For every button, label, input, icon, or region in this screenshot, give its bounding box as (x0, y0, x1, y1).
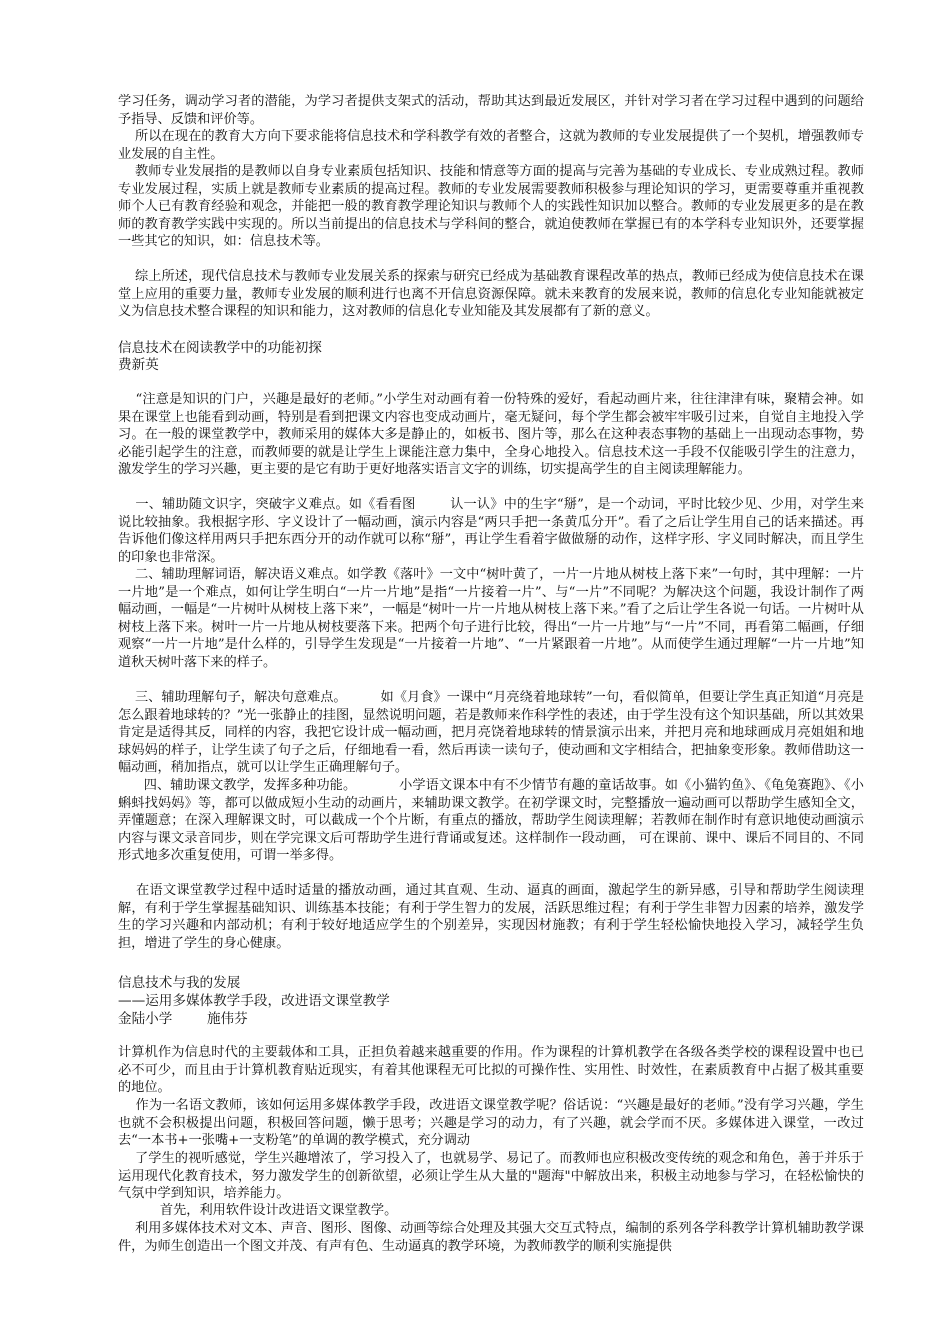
paragraph: 二、辅助理解词语，解决语义难点。如学教《落叶》一文中“树叶黄了，一片一片地从树枝上落下来”一句时，其中理解：一片一片地”是一个难点，如何让学生明白“一片一片地”是指“一片接着一片”、与“一片”不同呢？为解决这个问题，我设计制作了两幅动画，一幅是“一片树叶从树枝上落下来”，一幅是“树叶一片一片地从树枝上落下来。”看了之后让学生各说一句话。一片树叶从树枝上落下来。树叶一片一片地从树枝要落下来。把两个句子进行比较，得出“一片一片地”与“一片”不同，再看第二幅画，仔细观察“一片一片地”是什么样的，引导学生发现是“一片接着一片地”、“一片紧跟着一片地”。从而使学生通过理解“一片一片地”知道秋天树叶落下来的样子。 (118, 567, 864, 670)
article-author: 费新英 (118, 357, 159, 373)
paragraph: 首先，利用软件设计改进语文课堂教学。 (118, 1203, 398, 1218)
paragraph: 综上所述，现代信息技术与教师专业发展关系的探索与研究已经成为基础教育课程改革的热点，教师已经成为使信息技术在课堂上应用的重要力量，教师专业发展的顺利进行也离不开信息资源保障。就未来教育的发展来说，教师的信息化专业知能就被定义为信息技术整合课程的知识和能力，这对教师的信息化专业知能及其发展都有了新的意义。 (118, 269, 864, 319)
paragraph: 在语文课堂教学过程中适时适量的播放动画，通过其直观、生动、逼真的画面，激起学生的新异感，引导和帮助学生阅读理解，有利于学生掌握基础知识、训练基本技能；有利于学生智力的发展，活跃思维过程；有利于学生非智力因素的培养，激发学生的学习兴趣和内部动机；有利于较好地适应学生的个别差异，实现因材施教；有利于学生轻松愉快地投入学习，减轻学生负担，增进了学生的身心健康。 (118, 883, 864, 951)
paragraph: “注意是知识的门户，兴趣是最好的老师。”小学生对动画有着一份特殊的爱好，看起动画片来，往往津津有味，聚精会神。如果在课堂上也能看到动画，特别是看到把课文内容也变成动画片，毫无疑问，每个学生都会被牢牢吸引过来，自觉自主地投入学习。在一般的课堂教学中，教师采用的媒体大多是静止的，如板书、图片等，那么在这种表态事物的基础上一出现动态事物，势必能引起学生的注意，而教师要的就是让学生上课能注意力集中，全身心地投入。信息技术这一手段不仅能吸引学生的注意力，激发学生的学习兴趣，更主要的是它有助于更好地落实语言文字的训练，切实提高学生的自主阅读理解能力。 (118, 392, 864, 477)
article-subtitle: ——运用多媒体教学手段，改进语文课堂教学 (118, 993, 390, 1009)
paragraph: 作为一名语文教师，该如何运用多媒体教学手段，改进语文课堂教学呢？俗话说：“兴趣是最好的老师。”没有学习兴趣，学生也就不会积极提出问题，积极回答问题，懒于思考；兴趣是学习的动力，有了兴趣，就会学而不厌。多媒体进入课堂，一改过去“一本书+一张嘴+一支粉笔”的单调的教学模式，充分调动 (118, 1098, 864, 1148)
paragraph: 计算机作为信息时代的主要载体和工具，正担负着越来越重要的作用。作为课程的计算机教学在各级各类学校的课程设置中也已必不可少，而且由于计算机教育贴近现实，有着其他课程无可比拟的可操作性、实用性、时效性，在素质教育中占据了极其重要的地位。 (118, 1045, 864, 1095)
article-title: 信息技术与我的发展 (118, 975, 241, 991)
paragraph: 三、辅助理解句子，解决句意难点。 如《月食》一课中“月亮绕着地球转”一句，看似简单，但要让学生真正知道“月亮是怎么跟着地球转的？”光一张静止的挂图，显然说明问题，若是教师来作科学性的表述，由于学生没有这个知识基础，所以其效果肯定是适得其反，同样的内容，我把它设计成一幅动画，把月亮饶着地球转的情景演示出来，并把月亮和地球画成月亮姐姐和地球妈妈的样子，让学生读了句子之后，仔细地看一看，然后再读一读句子，使动画和文字相结合，把抽象变形象。教师借助这一幅动画，稍加指点，就可以让学生正确理解句子。 (118, 690, 864, 775)
paragraph: 所以在现在的教育大方向下要求能将信息技术和学科教学有效的者整合，这就为教师的专业发展提供了一个契机，增强教师专业发展的自主性。 (118, 129, 864, 162)
paragraph: 利用多媒体技术对文本、声音、图形、图像、动画等综合处理及其强大交互式特点，编制的系列各学科教学计算机辅助教学课件，为师生创造出一个图文并茂、有声有色、生动逼真的教学环境，为教师教学的顺利实施提供 (118, 1221, 864, 1254)
paragraph: 一、辅助随文识字，突破字义难点。如《看看图 认一认》中的生字“掰”，是一个动词，平时比较少见、少用，对学生来说比较抽象。我根据字形、字义设计了一幅动画，演示内容是“两只手把一条黄瓜分开”。看了之后让学生用自己的话来描述。再告诉他们像这样用两只手把东西分开的动作就可以称“掰”，再让学生看着字做做掰的动作，这样字形、字义同时解决，而且学生的印象也非常深。 (118, 497, 864, 565)
paragraph: 四、辅助课文教学，发挥多种功能。 小学语文课本中有不少情节有趣的童话故事。如《小猫钓鱼》、《龟兔赛跑》、《小蝌蚪找妈妈》等，都可以做成短小生动的动画片，来辅助课文教学。在初学课文时，完整播放一遍动画可以帮助学生感知全文，弄懂题意；在深入理解课文时，可以截成一个个片断，有重点的播放，帮助学生阅读理解；若教师在制作时有意识地使动画演示内容与课文录音同步，则在学完课文后可帮助学生进行背诵或复述。这样制作一段动画， 可在课前、课中、课后不同目的、不同形式地多次重复使用，可谓一举多得。 (118, 778, 864, 863)
paragraph: 了学生的视听感觉，学生兴趣增浓了，学习投入了，也就易学、易记了。而教师也应积极改变传统的观念和角色，善于并乐于运用现代化教育技术，努力激发学生的创新欲望，必须让学生从大量的"题海"中解放出来，积极主动地参与学习，在轻松愉快的气氛中学到知识，培养能力。 (118, 1151, 864, 1201)
paragraph: 教师专业发展指的是教师以自身专业素质包括知识、技能和情意等方面的提高与完善为基础的专业成长、专业成熟过程。教师专业发展过程，实质上就是教师专业素质的提高过程。教师的专业发展需要教师积极参与理论知识的学习，更需要尊重并重视教师个人已有教育经验和观念，并能把一般的教育教学理论知识与教师个人的实践性知识加以整合。教师的专业发展更多的是在教师的教育教学实践中实现的。所以当前提出的信息技术与学科间的整合，就迫使教师在掌握已有的本学科专业知识外，还要掌握一些其它的知识，如：信息技术等。 (118, 164, 864, 249)
paragraph: 学习任务，调动学习者的潜能，为学习者提供支架式的活动，帮助其达到最近发展区，并针对学习者在学习过程中遇到的问题给予指导、反馈和评价等。 (118, 94, 864, 127)
article-title: 信息技术在阅读教学中的功能初探 (118, 340, 322, 356)
article-author: 金陆小学 施伟芬 (118, 1011, 248, 1027)
